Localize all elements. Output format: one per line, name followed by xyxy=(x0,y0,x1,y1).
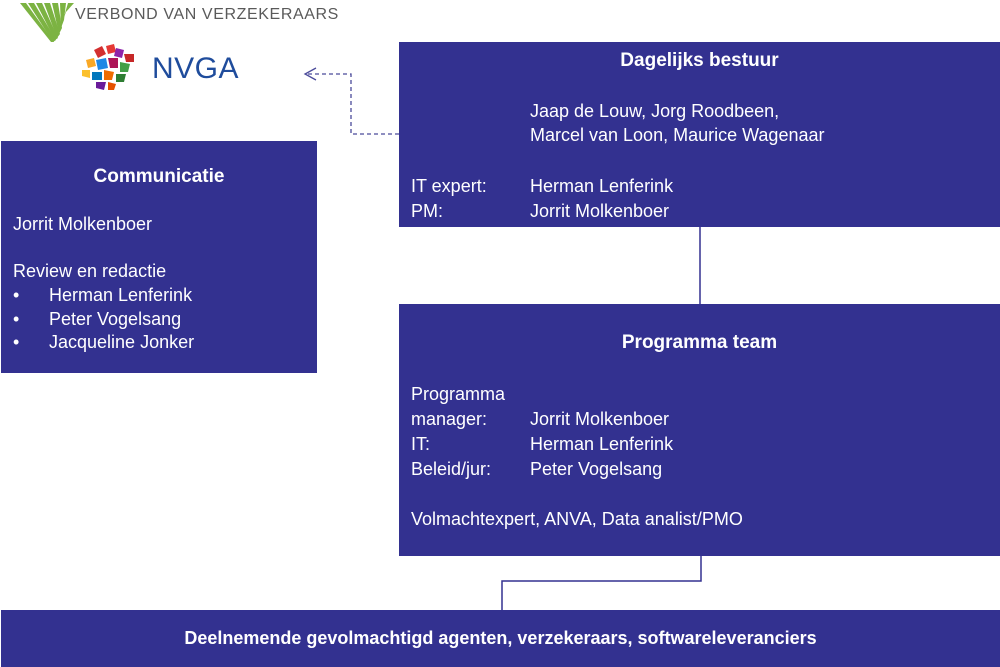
programma-team-title: Programma team xyxy=(621,332,778,353)
db-it-label: IT expert: xyxy=(411,176,487,196)
programma-team-box xyxy=(399,304,1000,556)
deelnemers-box xyxy=(1,610,1000,667)
pt-row2-value: Herman Lenferink xyxy=(530,434,674,454)
dagelijks-bestuur-box xyxy=(399,42,1000,227)
pt-extra: Volmachtexpert, ANVA, Data analist/PMO xyxy=(411,509,743,529)
db-pm-label: PM: xyxy=(411,201,444,221)
nvga-logo-mark-icon xyxy=(80,42,142,92)
comm-item: Peter Vogelsang xyxy=(49,309,182,329)
pt-row1-value: Jorrit Molkenboer xyxy=(530,409,670,429)
communicatie-box xyxy=(1,141,317,373)
bullet-icon: • xyxy=(13,285,20,305)
bullet-icon: • xyxy=(13,332,20,352)
pt-row3-value: Peter Vogelsang xyxy=(530,459,663,479)
comm-review-label: Review en redactie xyxy=(13,261,167,281)
db-pm-value: Jorrit Molkenboer xyxy=(530,201,670,221)
comm-item: Herman Lenferink xyxy=(49,285,193,305)
pt-row1-label-a: Programma xyxy=(411,384,506,404)
comm-item: Jacqueline Jonker xyxy=(49,332,195,352)
db-members-line2: Marcel van Loon, Maurice Wagenaar xyxy=(530,125,825,145)
db-members-line1: Jaap de Louw, Jorg Roodbeen, xyxy=(530,101,780,121)
pt-bottom-connector xyxy=(502,556,701,610)
verbond-logo-text: VERBOND VAN VERZEKERAARS xyxy=(75,6,339,23)
pt-row2-label: IT: xyxy=(411,434,431,454)
dagelijks-bestuur-title: Dagelijks bestuur xyxy=(620,50,779,71)
dashed-connector xyxy=(306,74,399,134)
pt-row3-label: Beleid/jur: xyxy=(411,459,492,479)
nvga-logo-text: NVGA xyxy=(152,52,240,85)
communicatie-title: Communicatie xyxy=(93,166,225,187)
db-it-value: Herman Lenferink xyxy=(530,176,674,196)
pt-row1-label-b: manager: xyxy=(411,409,488,429)
deelnemers-title: Deelnemende gevolmachtigd agenten, verzekeraars, softwareleveranciers xyxy=(184,628,817,648)
bullet-icon: • xyxy=(13,309,20,329)
comm-person: Jorrit Molkenboer xyxy=(13,214,153,234)
